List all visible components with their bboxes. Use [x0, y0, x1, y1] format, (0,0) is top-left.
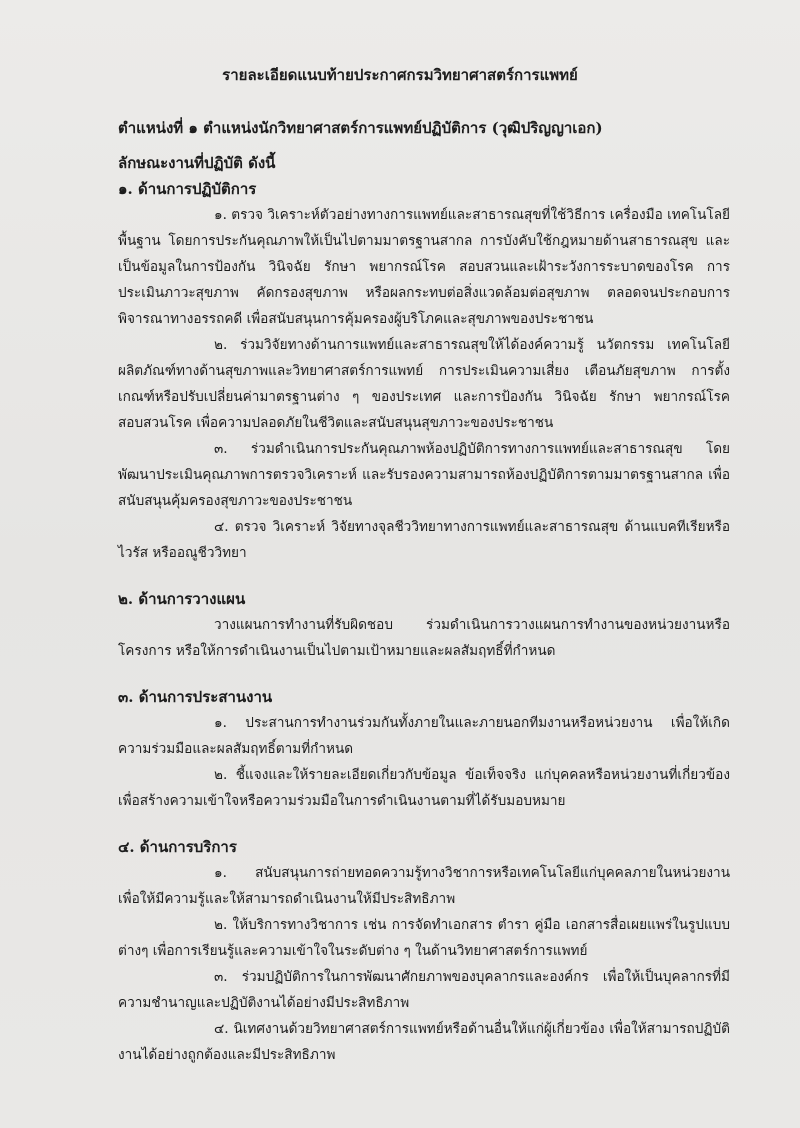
document-body [118, 150, 730, 1068]
section-heading-service: ๔. ด้านการบริการ [118, 838, 237, 856]
position-line: ตำแหน่งที่ ๑ ตำแหน่งนักวิทยาศาสตร์การแพทย์ปฏิบัติการ (วุฒิปริญญาเอก) [118, 119, 603, 137]
coordination-item-1: ๑. ประสานการทำงานร่วมกันทั้งภายในและภายนอกทีมงานหรือหน่วยงาน เพื่อให้เกิดความร่วมมือและผลสัมฤทธิ์ตามที่กำหนด [118, 715, 730, 757]
operations-item-1: ๑. ตรวจ วิเคราะห์ตัวอย่างทางการแพทย์และสาธารณสุขที่ใช้วิธีการ เครื่องมือ เทคโนโลยีพื้นฐาน โดยการประกันคุณภาพให้เป็นไปตามมาตรฐานสากล การบังคับใช้กฎหมายด้านสาธารณสุข และเป็นข้อมูลในการป้องกัน วินิจฉัย รักษา พยากรณ์โรค สอบสวนและเฝ้าระวังการระบาดของโรค การประเมินภาวะสุขภาพ คัดกรองสุขภาพ หรือผลกระทบต่อสิ่งแวดล้อมต่อสุขภาพ ตลอดจนประกอบการพิจารณาทางอรรถคดี เพื่อสนับสนุนการคุ้มครองผู้บริโภคและสุขภาพของประชาชน [118, 207, 730, 327]
operations-item-3: ๓. ร่วมดำเนินการประกันคุณภาพห้องปฏิบัติการทางการแพทย์และสาธารณสุข โดยพัฒนาประเมินคุณภาพการตรวจวิเคราะห์ และรับรองความสามารถห้องปฏิบัติการตามมาตรฐานสากล เพื่อสนับสนุนคุ้มครองสุขภาวะของประชาชน [118, 441, 730, 509]
planning-item-1: วางแผนการทำงานที่รับผิดชอบ ร่วมดำเนินการวางแผนการทำงานของหน่วยงานหรือโครงการ หรือให้การดำเนินงานเป็นไปตามเป้าหมายและผลสัมฤทธิ์ที่กำหนด [118, 617, 730, 659]
service-item-4: ๔. นิเทศงานด้วยวิทยาศาสตร์การแพทย์หรือด้านอื่นให้แก่ผู้เกี่ยวข้อง เพื่อให้สามารถปฏิบัติงานได้อย่างถูกต้องและมีประสิทธิภาพ [118, 1021, 730, 1063]
section-heading-coordination: ๓. ด้านการประสานงาน [118, 688, 273, 706]
service-item-1: ๑. สนับสนุนการถ่ายทอดความรู้ทางวิชาการหรือเทคโนโลยีแก่บุคคลภายในหน่วยงาน เพื่อให้มีความรู้และให้สามารถดำเนินงานให้มีประสิทธิภาพ [118, 865, 730, 907]
document-title: รายละเอียดแนบท้ายประกาศกรมวิทยาศาสตร์การแพทย์ [222, 66, 578, 84]
coordination-item-2: ๒. ชี้แจงและให้รายละเอียดเกี่ยวกับข้อมูล ข้อเท็จจริง แก่บุคคลหรือหน่วยงานที่เกี่ยวข้อง เพื่อสร้างความเข้าใจหรือความร่วมมือในการดำเนินงานตามที่ได้รับมอบหมาย [118, 767, 730, 809]
service-item-2: ๒. ให้บริการทางวิชาการ เช่น การจัดทำเอกสาร ตำรา คู่มือ เอกสารสื่อเผยแพร่ในรูปแบบต่างๆ เพื่อการเรียนรู้และความเข้าใจในระดับต่าง ๆ ในด้านวิทยาศาสตร์การแพทย์ [118, 917, 730, 959]
section-heading-operations: ๑. ด้านการปฏิบัติการ [118, 180, 257, 198]
job-description-intro: ลักษณะงานที่ปฏิบัติ ดังนี้ [118, 154, 276, 172]
section-heading-planning: ๒. ด้านการวางแผน [118, 590, 246, 608]
operations-item-2: ๒. ร่วมวิจัยทางด้านการแพทย์และสาธารณสุขให้ได้องค์ความรู้ นวัตกรรม เทคโนโลยี ผลิตภัณฑ์ทางด้านสุขภาพและวิทยาศาสตร์การแพทย์ การประเมินความเสี่ยง เตือนภัยสุขภาพ การตั้งเกณฑ์หรือปรับเปลี่ยนค่ามาตรฐานต่าง ๆ ของประเทศ และการป้องกัน วินิจฉัย รักษา พยากรณ์โรค สอบสวนโรค เพื่อความปลอดภัยในชีวิตและสนับสนุนสุขภาวะของประชาชน [118, 337, 730, 431]
operations-item-4: ๔. ตรวจ วิเคราะห์ วิจัยทางจุลชีววิทยาทางการแพทย์และสาธารณสุข ด้านแบคทีเรียหรือไวรัส หรืออณูชีววิทยา [118, 519, 730, 561]
service-item-3: ๓. ร่วมปฏิบัติการในการพัฒนาศักยภาพของบุคลากรและองค์กร เพื่อให้เป็นบุคลากรที่มีความชำนาญและปฏิบัติงานได้อย่างมีประสิทธิภาพ [118, 969, 730, 1011]
